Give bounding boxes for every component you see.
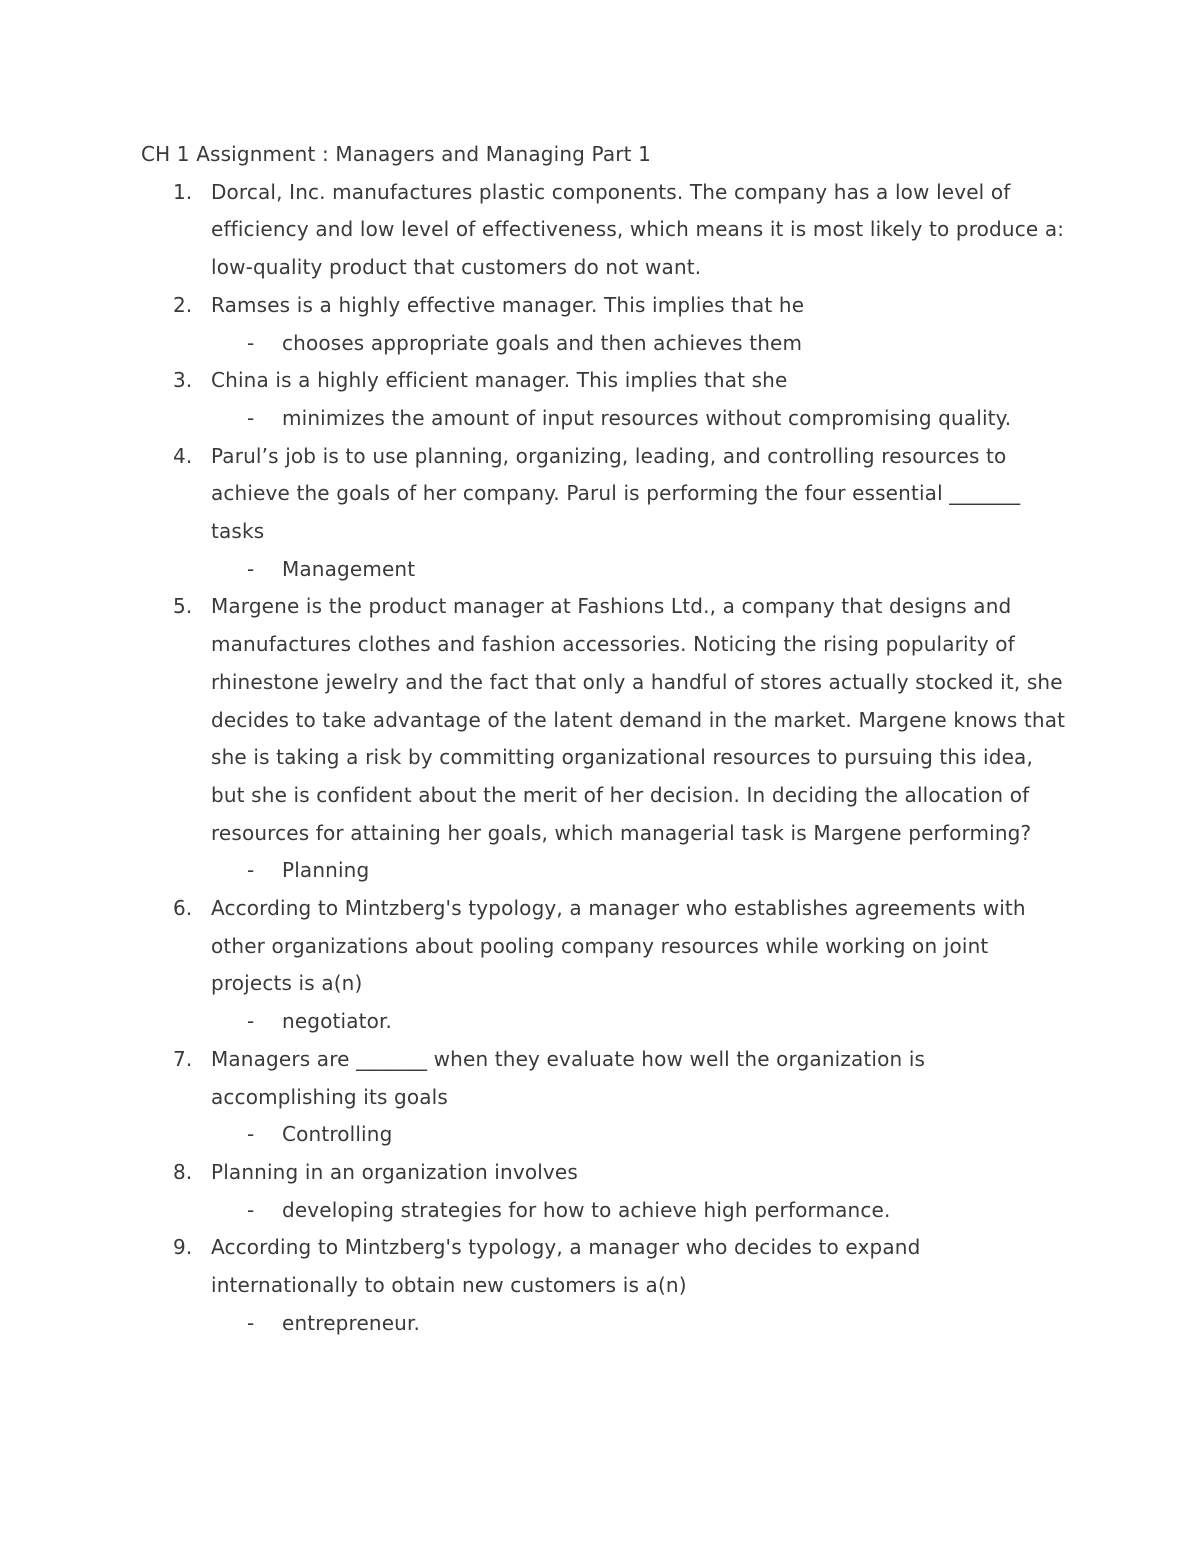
dash-bullet: -	[247, 1122, 255, 1147]
question-7	[141, 1041, 1071, 1154]
question-text: According to Mintzberg's typology, a manager who decides to expand internationally to obtain new customers is a(n)	[211, 1235, 921, 1298]
question-2	[141, 287, 1071, 362]
dash-bullet: -	[247, 330, 255, 355]
question-number: 2.	[173, 292, 193, 317]
answer-item	[211, 1192, 1071, 1230]
answer-text: entrepreneur.	[282, 1310, 421, 1335]
answer-text: minimizes the amount of input resources without compromising quality.	[282, 405, 1012, 430]
question-5	[141, 588, 1071, 890]
question-9	[141, 1229, 1071, 1342]
question-number: 7.	[173, 1046, 193, 1071]
answer-item	[211, 852, 1071, 890]
answer-text: Planning	[282, 858, 370, 883]
question-number: 8.	[173, 1159, 193, 1184]
question-8	[141, 1154, 1071, 1229]
question-text: Parul’s job is to use planning, organizing, leading, and controlling resources to achieve the goals of her company. Parul is performing the four essential _______ tasks	[211, 443, 1021, 544]
dash-bullet: -	[247, 858, 255, 883]
answer-list	[211, 1305, 1071, 1343]
question-number: 5.	[173, 594, 193, 619]
question-3	[141, 362, 1071, 437]
answer-list	[211, 551, 1071, 589]
dash-bullet: -	[247, 1310, 255, 1335]
answer-text: developing strategies for how to achieve high performance.	[282, 1197, 891, 1222]
question-text: According to Mintzberg's typology, a manager who establishes agreements with other organizations about pooling company resources while working on joint projects is a(n)	[211, 896, 1026, 996]
question-text: Managers are _______ when they evaluate how well the organization is accomplishing its goals	[211, 1046, 926, 1109]
question-text: China is a highly efficient manager. This implies that she	[211, 368, 788, 393]
answer-text: Controlling	[282, 1122, 393, 1147]
answer-list	[211, 852, 1071, 890]
answer-item	[211, 1305, 1071, 1343]
answer-item	[211, 551, 1071, 589]
question-number: 9.	[173, 1235, 193, 1260]
answer-item	[211, 1003, 1071, 1041]
question-6	[141, 890, 1071, 1041]
document-title: CH 1 Assignment : Managers and Managing Part 1	[141, 142, 651, 166]
question-text: Ramses is a highly effective manager. This implies that he	[211, 292, 805, 317]
dash-bullet: -	[247, 405, 255, 430]
question-number: 3.	[173, 368, 193, 393]
dash-bullet: -	[247, 1009, 255, 1034]
answer-list	[211, 1003, 1071, 1041]
answer-list	[211, 400, 1071, 438]
question-text: Dorcal, Inc. manufactures plastic components. The company has a low level of efficiency and low level of effectiveness, which means it is most likely to produce a:	[211, 179, 1065, 242]
answer-text: low-quality product that customers do not want.	[211, 255, 702, 280]
question-number: 4.	[173, 443, 193, 468]
question-list	[141, 174, 1071, 1343]
answer-item	[211, 1116, 1071, 1154]
question-4	[141, 438, 1071, 589]
answer-text: negotiator.	[282, 1009, 393, 1034]
dash-bullet: -	[247, 1197, 255, 1222]
question-number: 1.	[173, 179, 193, 204]
document-content	[141, 136, 1071, 1343]
answer-text: Management	[282, 556, 416, 581]
answer-text: chooses appropriate goals and then achieves them	[282, 330, 803, 355]
answer-list	[211, 1192, 1071, 1230]
answer-item	[211, 400, 1071, 438]
answer-list	[211, 325, 1071, 363]
dash-bullet: -	[247, 556, 255, 581]
answer-list	[211, 1116, 1071, 1154]
question-text: Planning in an organization involves	[211, 1159, 578, 1184]
question-text: Margene is the product manager at Fashions Ltd., a company that designs and manufactures clothes and fashion accessories. Noticing the rising popularity of rhinestone jewelry and the fact that only a handful of stores actually stocked it, she decides to take advantage of the latent demand in the market. Margene knows that she is taking a risk by committing organizational resources to pursuing this idea, but she is confident about the merit of her decision. In deciding the allocation of resources for attaining her goals, which managerial task is Margene performing?	[211, 594, 1066, 845]
question-1	[141, 174, 1071, 287]
answer-item	[211, 325, 1071, 363]
question-number: 6.	[173, 896, 193, 921]
